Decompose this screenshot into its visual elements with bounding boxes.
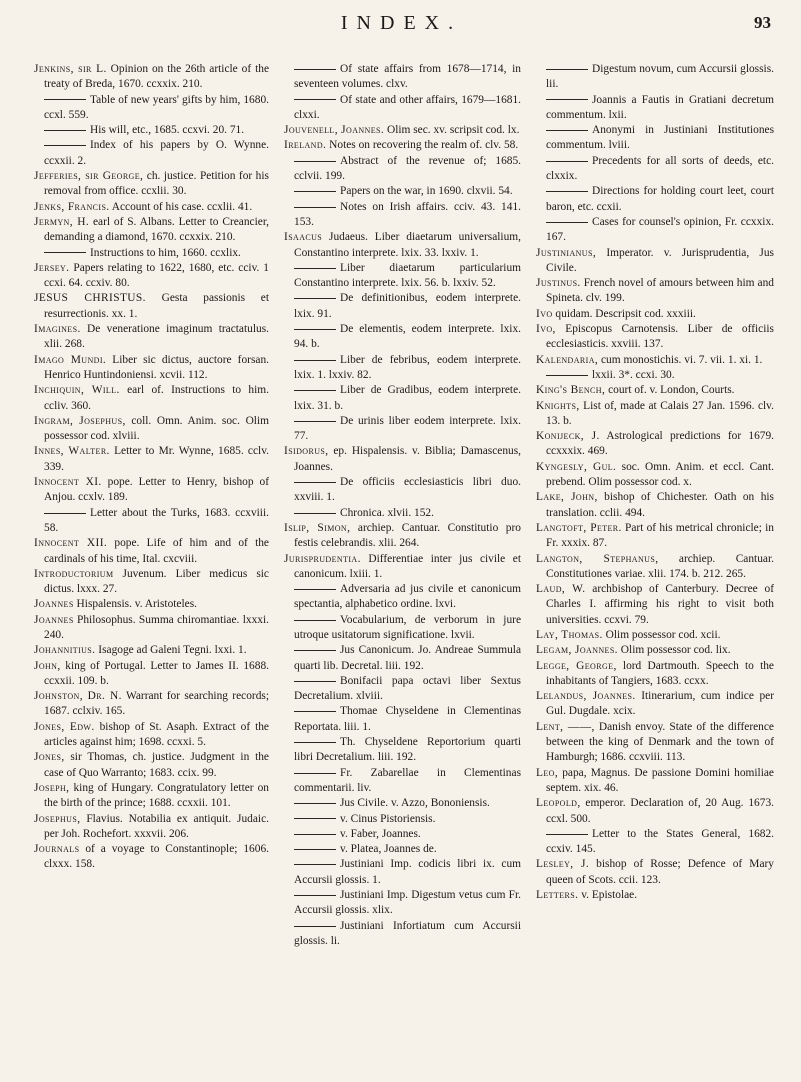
entry-heading: Legge, George, bbox=[536, 659, 617, 672]
ditto-dash bbox=[546, 99, 588, 100]
ditto-dash bbox=[294, 620, 336, 621]
entry-heading: Islip, Simon, bbox=[284, 521, 351, 534]
entry-text: Papers on the war, in 1690. clxvii. 54. bbox=[340, 185, 513, 198]
index-entry bbox=[34, 475, 269, 506]
entry-text: earl of. Instructions to him. ccliv. 360. bbox=[44, 384, 269, 412]
index-entry bbox=[536, 460, 774, 491]
entry-text: Justiniani Infortiatum cum Accursii glossis. li. bbox=[294, 919, 521, 947]
ditto-dash bbox=[546, 222, 588, 223]
entry-text: Jus Civile. v. Azzo, Bononiensis. bbox=[340, 797, 490, 810]
index-entry bbox=[34, 200, 269, 215]
entry-text: Letter about the Turks, 1683. ccxviii. 58. bbox=[44, 506, 269, 534]
index-entry bbox=[284, 552, 521, 583]
ditto-dash bbox=[294, 818, 336, 819]
entry-text: Digestum novum, cum Accursii glossis. lii. bbox=[546, 63, 774, 91]
entry-heading: Kyngesly, Gul. bbox=[536, 460, 617, 473]
page-number: 93 bbox=[754, 13, 771, 32]
index-entry bbox=[536, 322, 774, 353]
ditto-dash bbox=[294, 895, 336, 896]
entry-text: Danish envoy. State of the difference between the king of Denmark and the town of Hamburgh; 1686. ccxviii. 113. bbox=[546, 720, 774, 764]
entry-heading: Isaacus bbox=[284, 231, 323, 244]
index-entry bbox=[284, 613, 521, 644]
entry-text: Notes on Irish affairs. cciv. 43. 141. 153. bbox=[294, 200, 521, 228]
entry-heading: Josephus, bbox=[34, 812, 81, 825]
page-header bbox=[32, 12, 771, 42]
index-entry bbox=[536, 368, 774, 383]
entry-text: court of. v. London, Courts. bbox=[608, 384, 735, 397]
entry-heading: Joannes bbox=[34, 613, 74, 626]
entry-text: king of Portugal. Letter to James II. 1688. ccxxii. 109. b. bbox=[44, 659, 269, 687]
index-entry bbox=[284, 643, 521, 674]
entry-text: Juvenum. Liber medicus sic dictus. lxxx. 27. bbox=[44, 567, 269, 596]
entry-text: of a voyage to Constantinople; 1606. clxxx. 158. bbox=[44, 843, 269, 871]
entry-heading: Journals bbox=[34, 843, 80, 856]
entry-text: Precedents for all sorts of deeds, etc. clxxix. bbox=[546, 154, 774, 183]
entry-heading: King's Bench, bbox=[536, 384, 606, 397]
entry-heading: Lent, ——, bbox=[536, 720, 595, 733]
entry-text: Letter to the States General, 1682. ccxiv. 145. bbox=[546, 827, 774, 856]
ditto-dash bbox=[294, 482, 336, 483]
index-entry bbox=[536, 766, 774, 797]
index-entry bbox=[536, 857, 774, 888]
index-entry bbox=[34, 261, 269, 292]
index-entry bbox=[284, 291, 521, 322]
entry-text: Warrant for searching records; 1687. cclxiv. 165. bbox=[44, 690, 269, 718]
entry-heading: Imagines. bbox=[34, 323, 81, 336]
entry-text: Fr. Zabarellae in Clementinas commentarii. liv. bbox=[294, 766, 521, 794]
index-entry bbox=[536, 276, 774, 307]
index-entry bbox=[284, 414, 521, 445]
entry-heading: Johnston, Dr. N. bbox=[34, 690, 122, 703]
entry-text: Thomae Chyseldene in Clementinas Reportata. liii. 1. bbox=[294, 705, 521, 733]
entry-heading: Justinianus, bbox=[536, 246, 597, 259]
entry-text: Differentiae inter jus civile et canonicum. lxiii. 1. bbox=[294, 552, 521, 580]
ditto-dash bbox=[294, 773, 336, 774]
ditto-dash bbox=[294, 268, 336, 269]
ditto-dash bbox=[294, 742, 336, 743]
ditto-dash bbox=[546, 834, 588, 835]
index-entry bbox=[34, 567, 269, 598]
entry-heading: Letters. bbox=[536, 889, 579, 902]
entry-heading: Langton, Stephanus, bbox=[536, 552, 659, 565]
entry-text: Isagoge ad Galeni Tegni. lxxi. 1. bbox=[98, 644, 247, 657]
entry-text: Episcopus Carnotensis. Liber de officiis ecclesiasticis. xxviii. 137. bbox=[546, 323, 774, 351]
entry-heading: Knights, bbox=[536, 399, 580, 412]
entry-text: Itinerarium, cum indice per Gul. Dugdale. xcix. bbox=[546, 690, 774, 718]
entry-text: soc. Omn. Anim. et eccl. Cant. prebend. Olim possessor cod. x. bbox=[546, 460, 774, 489]
entry-text: French novel of amours between him and Spineta. clv. 199. bbox=[546, 277, 774, 305]
ditto-dash bbox=[294, 421, 336, 422]
entry-heading: Legam, Joannes. bbox=[536, 644, 618, 657]
index-entry bbox=[284, 582, 521, 613]
ditto-dash bbox=[546, 161, 588, 162]
index-entry bbox=[536, 184, 774, 215]
index-entry bbox=[536, 689, 774, 720]
index-entry bbox=[34, 750, 269, 781]
ditto-dash bbox=[44, 513, 86, 514]
entry-text: His will, etc., 1685. ccxvi. 20. 71. bbox=[90, 124, 245, 137]
index-entry bbox=[34, 781, 269, 812]
entry-heading: Ireland. bbox=[284, 139, 327, 152]
entry-text: Vocabularium, de verborum in jure utroque usitatorum significatione. lxvii. bbox=[294, 613, 521, 641]
index-entry bbox=[34, 842, 269, 873]
entry-text: Instructions to him, 1660. ccxlix. bbox=[90, 246, 241, 259]
entry-text: king of Hungary. Congratulatory letter on the birth of the prince; 1688. ccxxii. 101. bbox=[44, 781, 269, 810]
index-entry bbox=[536, 827, 774, 858]
entry-text: Th. Chyseldene Reportorium quarti libri Decretalium. liii. 192. bbox=[294, 736, 521, 764]
ditto-dash bbox=[294, 926, 336, 927]
index-entry bbox=[284, 138, 521, 153]
ditto-dash bbox=[294, 834, 336, 835]
index-entry bbox=[536, 399, 774, 430]
index-entry bbox=[34, 643, 269, 658]
entry-text: Letter to Mr. Wynne, 1685. cclv. 339. bbox=[44, 445, 269, 473]
entry-heading: Innocent XII. bbox=[34, 537, 108, 550]
index-entry bbox=[34, 659, 269, 690]
entry-text: Justiniani Imp. codicis libri ix. cum Accursii glossis. 1. bbox=[294, 858, 521, 886]
index-entry bbox=[536, 429, 774, 460]
entry-heading: Lake, John, bbox=[536, 491, 598, 504]
index-entry bbox=[536, 490, 774, 521]
entry-text: Directions for holding court leet, court baron, etc. ccxii. bbox=[546, 185, 774, 213]
entry-heading: Joannes bbox=[34, 598, 74, 611]
entry-text: ep. Hispalensis. v. Biblia; Damascenus, Joannes. bbox=[294, 445, 521, 473]
index-entry bbox=[284, 353, 521, 384]
index-entry bbox=[34, 414, 269, 445]
entry-text: cum monostichis. vi. 7. vii. 1. xi. 1. bbox=[601, 353, 763, 366]
entry-heading: Ingram, Josephus, bbox=[34, 414, 126, 427]
index-entry bbox=[536, 123, 774, 154]
ditto-dash bbox=[546, 375, 588, 376]
index-entry bbox=[34, 291, 269, 322]
index-entry bbox=[536, 796, 774, 827]
entry-heading: Justinus. bbox=[536, 277, 581, 290]
index-entry bbox=[536, 521, 774, 552]
page-title: INDEX. bbox=[340, 12, 463, 34]
ditto-dash bbox=[294, 298, 336, 299]
index-entry bbox=[34, 215, 269, 246]
index-entry bbox=[536, 93, 774, 124]
ditto-dash bbox=[294, 191, 336, 192]
index-entry bbox=[536, 383, 774, 398]
index-column-1 bbox=[34, 62, 269, 1072]
index-column-2 bbox=[284, 62, 521, 1072]
entry-heading: Jurisprudentia. bbox=[284, 552, 361, 565]
index-columns bbox=[34, 62, 774, 1072]
entry-text: Papers relating to 1622, 1680, etc. cciv. 1 ccxi. 64. ccxiv. 80. bbox=[44, 261, 269, 290]
index-entry bbox=[284, 230, 521, 261]
ditto-dash bbox=[294, 650, 336, 651]
ditto-dash bbox=[294, 803, 336, 804]
entry-text: v. Faber, Joannes. bbox=[340, 827, 421, 840]
index-entry bbox=[536, 552, 774, 583]
index-entry bbox=[284, 200, 521, 231]
index-column-3 bbox=[536, 62, 774, 1072]
index-entry bbox=[284, 383, 521, 414]
index-entry bbox=[34, 169, 269, 200]
ditto-dash bbox=[294, 69, 336, 70]
index-entry bbox=[284, 674, 521, 705]
entry-text: lxxii. 3*. ccxi. 30. bbox=[592, 368, 675, 381]
entry-text: Table of new years' gifts by him, 1680. ccxl. 559. bbox=[44, 93, 269, 121]
entry-text: Olim possessor cod. lix. bbox=[620, 644, 731, 657]
index-entry bbox=[536, 246, 774, 277]
index-entry bbox=[284, 796, 521, 811]
ditto-dash bbox=[546, 191, 588, 192]
entry-text: Chronica. xlvii. 152. bbox=[340, 506, 434, 519]
entry-text: Bonifacii papa octavi liber Sextus Decretalium. xlviii. bbox=[294, 674, 521, 703]
index-entry bbox=[284, 766, 521, 797]
entry-heading: Johannitius. bbox=[34, 644, 96, 657]
entry-text: Notes on recovering the realm of. clv. 58. bbox=[329, 139, 519, 152]
index-entry bbox=[34, 123, 269, 138]
index-entry bbox=[284, 444, 521, 475]
index-entry bbox=[34, 812, 269, 843]
index-entry bbox=[536, 720, 774, 766]
index-entry bbox=[34, 322, 269, 353]
entry-text: Liber diaetarum particularium Constantino interprete. lxix. 56. b. lxxiv. 52. bbox=[294, 261, 521, 290]
entry-text: Index of his papers by O. Wynne. ccxxii. 2. bbox=[44, 139, 269, 167]
entry-heading: Ivo bbox=[536, 307, 553, 320]
index-entry bbox=[34, 613, 269, 644]
entry-text: earl of S. Albans. Letter to Creancier, demanding a diamond, 1670. ccxxix. 210. bbox=[44, 215, 269, 244]
entry-heading: JESUS CHRISTUS. bbox=[34, 292, 146, 305]
entry-heading: Innes, Walter. bbox=[34, 445, 110, 458]
index-entry bbox=[284, 521, 521, 552]
entry-text: quidam. Descripsit cod. xxxiii. bbox=[555, 307, 696, 320]
entry-heading: Leo, bbox=[536, 766, 559, 779]
entry-text: Liber de febribus, eodem interprete. lxix. 1. lxxiv. 82. bbox=[294, 353, 521, 381]
ditto-dash bbox=[294, 711, 336, 712]
entry-text: Imperator. v. Jurisprudentia, Jus Civile. bbox=[546, 246, 774, 274]
entry-text: Gesta passionis et resurrectionis. xx. 1. bbox=[44, 292, 269, 320]
index-entry bbox=[34, 720, 269, 751]
entry-heading: Introductorium bbox=[34, 567, 114, 580]
entry-text: bishop of Chichester. Oath on his translation. cclii. 494. bbox=[546, 491, 774, 519]
entry-text: De elementis, eodem interprete. lxix. 94. b. bbox=[294, 323, 521, 351]
entry-heading: Innocent XI. bbox=[34, 476, 102, 489]
entry-heading: Jermyn, H. bbox=[34, 215, 90, 228]
ditto-dash bbox=[294, 589, 336, 590]
entry-text: v. Cinus Pistoriensis. bbox=[340, 812, 436, 825]
index-entry bbox=[284, 827, 521, 842]
entry-heading: Lelandus, Joannes. bbox=[536, 690, 636, 703]
entry-text: archbishop of Canterbury. Decree of Charles I. affirming his right to visit both universities. ccxvi. 79. bbox=[546, 583, 774, 626]
index-entry bbox=[284, 888, 521, 919]
index-entry bbox=[536, 582, 774, 628]
entry-text: Anonymi in Justiniani Institutiones commentum. lviii. bbox=[546, 124, 774, 152]
entry-heading: Jersey. bbox=[34, 261, 70, 274]
ditto-dash bbox=[294, 161, 336, 162]
ditto-dash bbox=[546, 69, 588, 70]
entry-heading: Isidorus, bbox=[284, 445, 329, 458]
index-entry bbox=[284, 475, 521, 506]
entry-heading: Langtoft, Peter. bbox=[536, 521, 622, 534]
index-entry bbox=[536, 643, 774, 658]
entry-text: Hispalensis. v. Aristoteles. bbox=[76, 598, 197, 611]
index-entry bbox=[284, 62, 521, 93]
entry-text: pope. Letter to Henry, bishop of Anjou. ccxlv. 189. bbox=[44, 476, 269, 504]
entry-heading: Jenkins, sir L. bbox=[34, 63, 107, 75]
entry-heading: Ivo, bbox=[536, 323, 556, 336]
entry-heading: Laud, W. bbox=[536, 583, 586, 596]
entry-heading: John, bbox=[34, 659, 61, 672]
entry-text: Judaeus. Liber diaetarum universalium, Constantino interprete. lxix. 33. lxxiv. 1. bbox=[294, 231, 521, 259]
ditto-dash bbox=[294, 360, 336, 361]
index-entry bbox=[284, 184, 521, 199]
entry-text: Opinion on the 26th article of the treaty of Breda, 1670. ccxxix. 210. bbox=[44, 63, 269, 91]
index-entry bbox=[34, 138, 269, 169]
entry-text: Cases for counsel's opinion, Fr. ccxxix. 167. bbox=[546, 215, 774, 244]
entry-text: Flavius. Notabilia ex antiquit. Judaic. per Joh. Rochefort. xxxvii. 206. bbox=[44, 812, 269, 840]
entry-text: lord Dartmouth. Speech to the inhabitants of Tangiers, 1683. ccxx. bbox=[546, 659, 774, 687]
index-entry bbox=[34, 689, 269, 720]
entry-text: Adversaria ad jus civile et canonicum spectantia, alphabetico ordine. lxvi. bbox=[294, 583, 521, 611]
entry-text: emperor. Declaration of, 20 Aug. 1673. ccxl. 500. bbox=[546, 797, 774, 825]
index-entry bbox=[284, 261, 521, 292]
entry-heading: Joseph, bbox=[34, 781, 70, 794]
ditto-dash bbox=[294, 864, 336, 865]
ditto-dash bbox=[546, 130, 588, 131]
entry-text: De urinis liber eodem interprete. lxix. 77. bbox=[294, 414, 521, 443]
entry-text: Liber de Gradibus, eodem interprete. lxix. 31. b. bbox=[294, 384, 521, 412]
entry-heading: Lesley, J. bbox=[536, 858, 590, 871]
index-entry bbox=[284, 812, 521, 827]
ditto-dash bbox=[44, 99, 86, 100]
index-entry bbox=[34, 506, 269, 537]
ditto-dash bbox=[44, 145, 86, 146]
entry-text: Of state and other affairs, 1679—1681. clxxi. bbox=[294, 93, 521, 121]
entry-text: De veneratione imaginum tractatulus. xlii. 268. bbox=[44, 323, 269, 351]
entry-heading: Konijeck, J. bbox=[536, 430, 600, 443]
entry-text: List of, made at Calais 27 Jan. 1596. clv. 13. b. bbox=[546, 399, 774, 427]
entry-heading: Kalendaria, bbox=[536, 353, 599, 366]
entry-text: bishop of St. Asaph. Extract of the articles against him; 1698. ccxxi. 5. bbox=[44, 720, 269, 749]
entry-text: archiep. Cantuar. Constitutiones variae. xlii. 174. b. 212. 265. bbox=[546, 552, 774, 580]
entry-text: Olim possessor cod. xcii. bbox=[605, 628, 721, 641]
entry-text: Of state affairs from 1678—1714, in seventeen volumes. clxv. bbox=[294, 63, 521, 91]
entry-text: Olim sec. xv. scripsit cod. lx. bbox=[386, 124, 520, 137]
index-entry bbox=[284, 93, 521, 124]
entry-text: papa, Magnus. De passione Domini homiliae septem. xix. 46. bbox=[546, 766, 774, 794]
index-entry bbox=[536, 888, 774, 903]
entry-text: archiep. Cantuar. Constitutio pro festis celebrandis. xlii. 264. bbox=[294, 521, 521, 550]
index-entry bbox=[34, 444, 269, 475]
entry-text: coll. Omn. Anim. soc. Olim possessor cod. xlviii. bbox=[44, 414, 269, 443]
entry-text: Account of his case. ccxlii. 41. bbox=[111, 200, 253, 213]
entry-heading: Jouvenell, Joannes. bbox=[284, 124, 385, 137]
entry-heading: Jefferies, sir George, bbox=[34, 170, 144, 183]
entry-text: v. Platea, Joannes de. bbox=[340, 843, 437, 856]
index-entry bbox=[34, 383, 269, 414]
index-entry bbox=[536, 215, 774, 246]
ditto-dash bbox=[294, 207, 336, 208]
entry-text: De officiis ecclesiasticis libri duo. xxviii. 1. bbox=[294, 476, 521, 504]
index-entry bbox=[536, 154, 774, 185]
index-entry bbox=[536, 353, 774, 368]
index-entry bbox=[284, 857, 521, 888]
index-entry bbox=[284, 735, 521, 766]
entry-text: Liber sic dictus, auctore forsan. Henrico Huntindoniensi. xcvii. 112. bbox=[44, 353, 269, 381]
index-entry bbox=[284, 919, 521, 950]
entry-text: Astrological predictions for 1679. ccxxxix. 469. bbox=[546, 430, 774, 458]
entry-text: bishop of Rosse; Defence of Mary queen of Scots. ccii. 123. bbox=[546, 858, 774, 886]
index-entry bbox=[284, 704, 521, 735]
index-entry bbox=[34, 246, 269, 261]
entry-text: ch. justice. Petition for his removal from office. ccxlii. 30. bbox=[44, 170, 269, 198]
ditto-dash bbox=[294, 681, 336, 682]
entry-text: Philosophus. Summa chiromantiae. lxxxi. 240. bbox=[44, 613, 269, 641]
index-entry bbox=[284, 154, 521, 185]
index-entry bbox=[536, 659, 774, 690]
index-entry bbox=[34, 353, 269, 384]
index-entry bbox=[536, 307, 774, 322]
entry-heading: Inchiquin, Will. bbox=[34, 384, 120, 397]
entry-heading: Jones, bbox=[34, 751, 65, 764]
entry-heading: Lay, Thomas. bbox=[536, 628, 603, 641]
ditto-dash bbox=[294, 329, 336, 330]
index-entry bbox=[34, 93, 269, 124]
entry-heading: Jones, Edw. bbox=[34, 720, 95, 733]
index-entry bbox=[284, 123, 521, 138]
entry-text: Abstract of the revenue of; 1685. cclvii. 199. bbox=[294, 154, 521, 183]
entry-text: sir Thomas, ch. justice. Judgment in the case of Quo Warranto; 1683. ccix. 99. bbox=[44, 751, 269, 779]
entry-text: v. Epistolae. bbox=[581, 889, 638, 902]
ditto-dash bbox=[44, 252, 86, 253]
entry-text: Justiniani Imp. Digestum vetus cum Fr. Accursii glossis. xlix. bbox=[294, 889, 521, 917]
entry-text: De definitionibus, eodem interprete. lxix. 91. bbox=[294, 292, 521, 320]
index-entry bbox=[34, 62, 269, 93]
index-entry bbox=[536, 628, 774, 643]
entry-heading: Leopold, bbox=[536, 797, 581, 810]
entry-text: pope. Life of him and of the cardinals of his time, Ital. cxcviii. bbox=[44, 537, 269, 565]
index-entry bbox=[284, 322, 521, 353]
ditto-dash bbox=[294, 390, 336, 391]
ditto-dash bbox=[294, 513, 336, 514]
entry-text: Part of his metrical chronicle; in Fr. xxxix. 87. bbox=[546, 521, 774, 550]
index-entry bbox=[34, 597, 269, 612]
index-entry bbox=[284, 506, 521, 521]
index-entry bbox=[536, 62, 774, 93]
entry-text: Joannis a Fautis in Gratiani decretum commentum. lxii. bbox=[546, 93, 774, 121]
ditto-dash bbox=[44, 130, 86, 131]
ditto-dash bbox=[294, 99, 336, 100]
index-entry bbox=[34, 536, 269, 567]
entry-text: Jus Canonicum. Jo. Andreae Summula quarti lib. Decretal. liii. 192. bbox=[294, 644, 521, 672]
index-entry bbox=[284, 842, 521, 857]
entry-heading: Imago Mundi. bbox=[34, 353, 107, 366]
ditto-dash bbox=[294, 849, 336, 850]
entry-heading: Jenks, Francis. bbox=[34, 200, 110, 213]
